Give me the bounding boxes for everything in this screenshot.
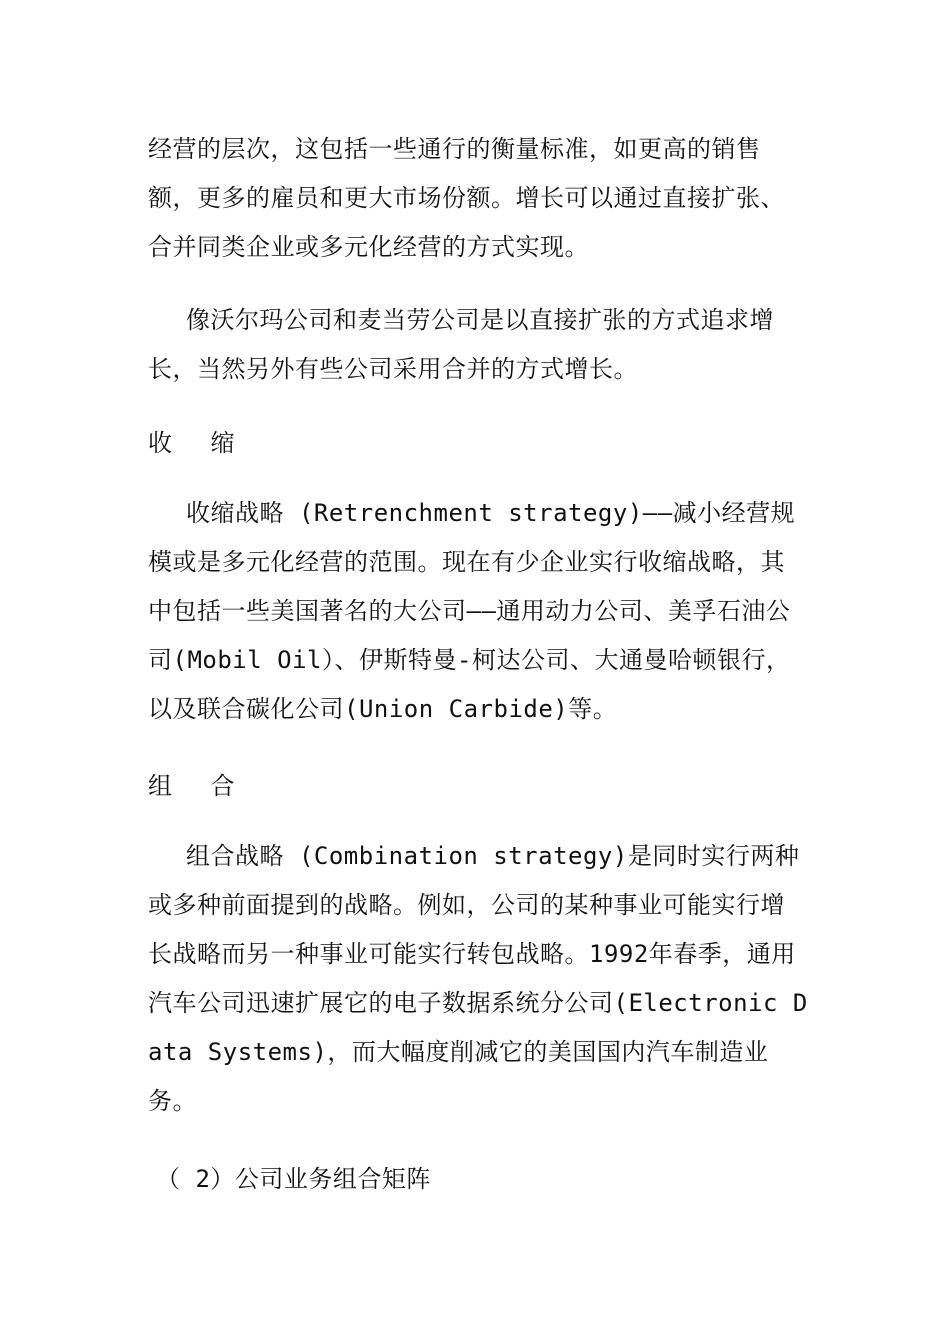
- heading-combination-char-2: 合: [210, 772, 235, 800]
- paragraph-retrenchment: [148, 489, 808, 734]
- paragraph-combination-text: 组合战略 (Combination strategy)是同时实行两种或多种前面提到的战略。例如，公司的某种事业可能实行增长战略而另一种事业可能实行转包战略。1992年春季，通用汽车公司迅速扩展它的电子数据系统分公司(Electronic Data Systems)，而大幅度削减它的美国国内汽车制造业务。: [148, 842, 808, 1115]
- paragraph-retrenchment-text: 收缩战略 (Retrenchment strategy)——减小经营规模或是多元化经营的范围。现在有少企业实行收缩战略，其中包括一些美国著名的大公司——通用动力公司、美孚石油公司(Mobil Oil）、伊斯特曼-柯达公司、大通曼哈顿银行，以及联合碳化公司(Union Carbide)等。: [148, 499, 796, 723]
- heading-portfolio-matrix: [156, 1164, 431, 1194]
- heading-retrenchment-char-2: 缩: [210, 429, 235, 457]
- paragraph-growth-examples: [148, 296, 808, 394]
- heading-retrenchment: [148, 428, 235, 458]
- paragraph-growth-continued: [148, 125, 808, 272]
- paragraph-combination: [148, 832, 808, 1126]
- paragraph-growth-continued-text: 经营的层次，这包括一些通行的衡量标准，如更高的销售额，更多的雇员和更大市场份额。增长可以通过直接扩张、合并同类企业或多元化经营的方式实现。: [148, 135, 785, 261]
- heading-portfolio-matrix-text: （ 2）公司业务组合矩阵: [156, 1165, 431, 1193]
- paragraph-growth-examples-text: 像沃尔玛公司和麦当劳公司是以直接扩张的方式追求增长，当然另外有些公司采用合并的方式增长。: [148, 306, 774, 383]
- heading-combination-char-1: 组: [148, 772, 173, 800]
- heading-retrenchment-char-1: 收: [148, 429, 173, 457]
- heading-combination: [148, 771, 235, 801]
